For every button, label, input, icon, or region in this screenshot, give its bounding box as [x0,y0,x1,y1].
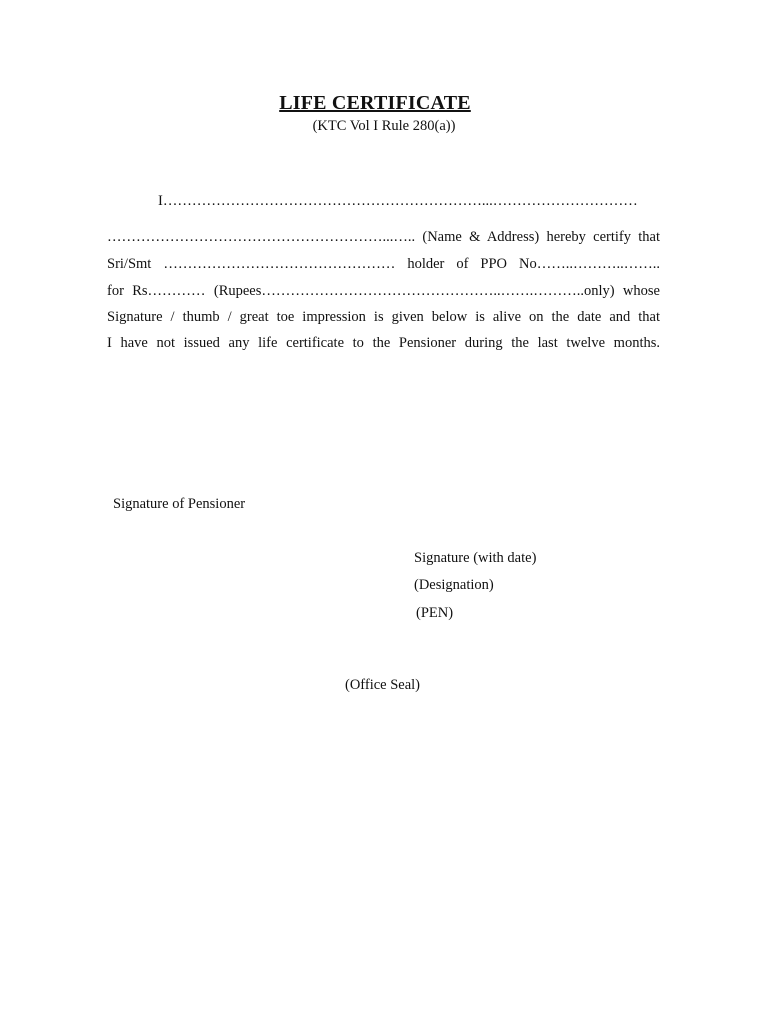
certificate-line-1: I…………………………………………………………...………………………… [158,193,638,209]
certificate-line-4: for Rs………… (Rupees…………………………………………..…….………..only) whose [107,283,660,299]
office-seal-label: (Office Seal) [345,677,421,693]
certifier-pen-label: (PEN) [416,605,454,621]
certificate-line-5: Signature / thumb / great toe impression is given below is alive on the date and that [107,309,660,325]
certificate-line-2: …………………………………………………...….. (Name & Address) hereby certify that [107,229,660,245]
pensioner-signature-label: Signature of Pensioner [113,496,246,512]
document-subtitle: (KTC Vol I Rule 280(a)) [312,118,456,134]
certificate-line-3: Sri/Smt ………………………………………… holder of PPO No……..………..…….. [107,256,660,272]
certifier-signature-label: Signature (with date) [414,550,537,566]
document-title: LIFE CERTIFICATE [279,92,471,114]
certifier-designation-label: (Designation) [414,577,494,593]
certificate-line-6: I have not issued any life certificate to the Pensioner during the last twelve months. [107,335,660,351]
